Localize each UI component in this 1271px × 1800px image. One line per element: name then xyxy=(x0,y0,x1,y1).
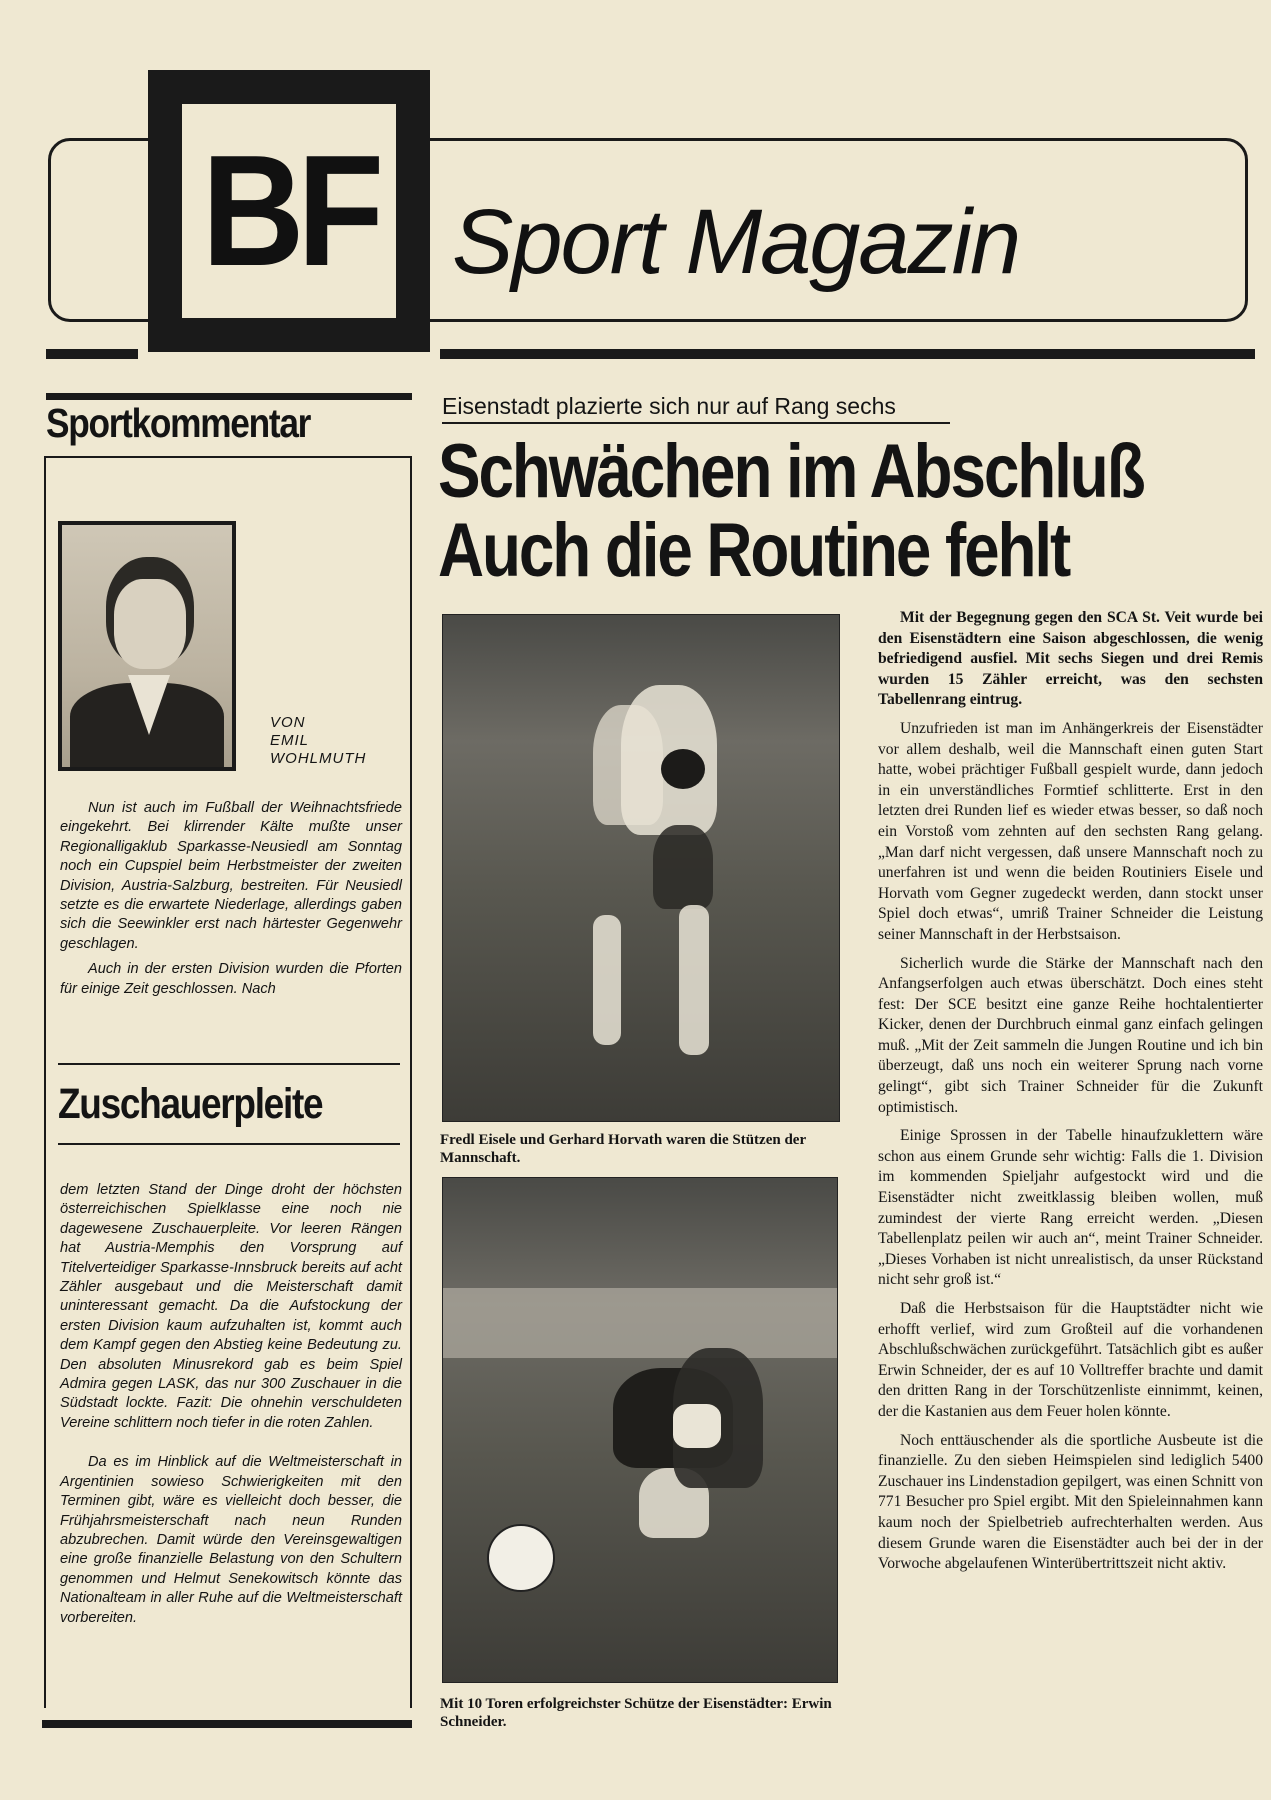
magazine-title: Sport Magazin xyxy=(452,191,1020,293)
kommentar-body xyxy=(60,799,402,999)
byline-line: WOHLMUTH xyxy=(270,750,367,767)
author-portrait xyxy=(58,521,236,771)
article-paragraph: Noch enttäuschender als die sportliche Ausbeute ist die finanzielle. Zu den sieben Heimspielen sind lediglich 5400 Zuschauer ins Lindenstadion gepilgert, was einen Schnitt von 771 Besucher pro Spiel ergibt. Mit den Spieleinnahmen kann kaum noch der Spielbetrieb aufrechterhalten werden. Aus diesem Grunde waren die Eisenstädter auch bei der in der Vorwoche abgelaufenen Winterübertrittszeit nicht aktiv. xyxy=(878,1431,1263,1573)
byline xyxy=(270,714,400,768)
headline-line: Schwächen im Abschluß xyxy=(438,429,1144,514)
zuschauer-top-rule xyxy=(58,1063,400,1065)
photo-eisele-horvath xyxy=(442,614,840,1122)
zuschauer-paragraph: dem letzten Stand der Dinge droht der höchsten österreichischen Spielklasse eine noch nie dagewesene Zuschauerpleite. Vor leeren Rängen hat Austria-Memphis den Vorsprung auf Titelverteidiger Sparkasse-Innsbruck bereits auf acht Zähler ausgebaut und die Meisterschaft damit uninteressant gemacht. Da die Aufstockung der ersten Division kaum aufzuhalten ist, kommt auch dem Kampf gegen den Abstieg keine Bedeutung zu. Den absoluten Minusrekord gab es beim Spiel Admira gegen LASK, das nur 300 Zuschauer in die Südstadt lockte. Fazit: Die ohnehin verschuldeten Vereine schlittern noch tiefer in die roten Zahlen. xyxy=(60,1182,402,1431)
article-lead: Mit der Begegnung gegen den SCA St. Veit wurde bei den Eisenstädtern eine Saison abgeschlossen, die wenig befriedigend ausfiel. Mit sechs Siegen und drei Remis wurden 15 Zähler erreicht, was den sechsten Tabellenrang eintrug. xyxy=(878,609,1263,709)
kommentar-paragraph: Auch in der ersten Division wurden die Pforten für einige Zeit geschlossen. Nach xyxy=(60,961,402,997)
article-paragraph: Daß die Herbstsaison für die Hauptstädter nicht wie erhofft verlief, wird zum Großteil auf die vorhandenen Abschlußschwächen zurückgeführt. Tatsächlich gibt es außer Erwin Schneider, der es auf 10 Volltreffer brachte und damit den dritten Rang in der Torschützenliste einnimmt, keinen, der die Kastanien aus dem Feuer holen könnte. xyxy=(878,1300,1263,1420)
article-paragraph: Sicherlich wurde die Stärke der Mannschaft nach den Anfangserfolgen auch etwas überschätzt. Doch eines steht fest: Der SCE besitzt eine ganze Reihe hochtalentierter Kicker, denen der Durchbruch einmal ganz einfach gelingen muß. „Mit der Zeit sammeln die Jungen Routine und ich bin überzeugt, daß uns noch ein weiterer Sprung nach vorne gelingt“, gibt sich Trainer Schneider für die Zukunft optimistisch. xyxy=(878,954,1263,1116)
article-kicker: Eisenstadt plazierte sich nur auf Rang sechs xyxy=(442,393,896,419)
article-body xyxy=(878,608,1263,1583)
article-paragraph: Unzufrieden ist man im Anhängerkreis der Eisenstädter vor allem deshalb, weil die Mannschaft einen guten Start hatte, wobei prächtiger Fußball gespielt wurde, dann jedoch in ein unverständliches Formtief schlitterte. Erst in den letzten drei Runden lief es wieder etwas besser, so daß noch ein Vorstoß vom zehnten auf den sechsten Rang gelang. „Man darf nicht vergessen, daß unsere Mannschaft noch zu unerfahren ist und wenn die beiden Routiniers Eisele und Horvath vom Gegner zugedeckt werden, dann stockt unser Spiel doch etwas“, umriß Trainer Schneider die Leistung seiner Mannschaft in der Herbstsaison. xyxy=(878,719,1263,943)
kommentar-bottom-rule xyxy=(42,1720,412,1728)
headline-line: Auch die Routine fehlt xyxy=(438,508,1070,593)
bf-logo xyxy=(148,70,430,352)
photo-caption-1: Fredl Eisele und Gerhard Horvath waren die Stützen der Mannschaft. xyxy=(440,1132,806,1166)
byline-line: EMIL xyxy=(270,732,310,749)
kommentar-paragraph: Nun ist auch im Fußball der Weihnachtsfriede eingekehrt. Bei klirrender Kälte mußte unser Regionalligaklub Sparkasse-Neusiedl am Sonntag noch ein Cupspiel beim Herbstmeister der zweiten Division, Austria-Salzburg, bestreiten. Für Neusiedl setzte es die erwartete Niederlage, allerdings gaben sich die Seewinkler erst nach härtester Gegenwehr geschlagen. xyxy=(60,800,402,952)
kommentar-heading: Sportkommentar xyxy=(46,400,311,446)
article-paragraph: Einige Sprossen in der Tabelle hinaufzuklettern wäre schon aus einem Grunde sehr wichtig: Falls die 1. Division im kommenden Spieljahr aufgestockt wird und die Eisenstädter nicht zweitklassig bleiben wollen, muß zumindest der vierte Rang erreicht werden. „Diesen Tabellenplatz peilen wir auch an“, meint Trainer Schneider. „Dieses Vorhaben ist nicht unrealistisch, da unser Rückstand nicht sehr groß ist.“ xyxy=(878,1127,1263,1289)
zuschauer-heading: Zuschauerpleite xyxy=(58,1080,323,1128)
masthead-rule-right xyxy=(440,349,1255,359)
zuschauer-bottom-rule xyxy=(58,1143,400,1145)
photo-caption-2: Mit 10 Toren erfolgreichster Schütze der Eisenstädter: Erwin Schneider. xyxy=(440,1696,832,1730)
zuschauer-paragraph: Da es im Hinblick auf die Weltmeisterschaft in Argentinien sowieso Schwierigkeiten mit den Terminen gibt, wäre es vielleicht doch besser, die Frühjahrsmeisterschaft nach neun Runden abzubrechen. Damit würde den Vereinsgewaltigen eine große finanzielle Belastung von den Schultern genommen und Helmut Senekowitsch könnte das Nationalteam in aller Ruhe auf die Weltmeisterschaft vorbereiten. xyxy=(60,1454,402,1626)
kicker-underline xyxy=(442,422,950,424)
article-headline xyxy=(438,429,1144,593)
masthead-rule-left xyxy=(46,349,138,359)
logo-text: BF xyxy=(201,123,377,299)
photo-schneider xyxy=(442,1177,838,1683)
zuschauer-body xyxy=(60,1181,402,1628)
byline-line: VON xyxy=(270,714,306,731)
kommentar-top-rule xyxy=(46,393,412,400)
